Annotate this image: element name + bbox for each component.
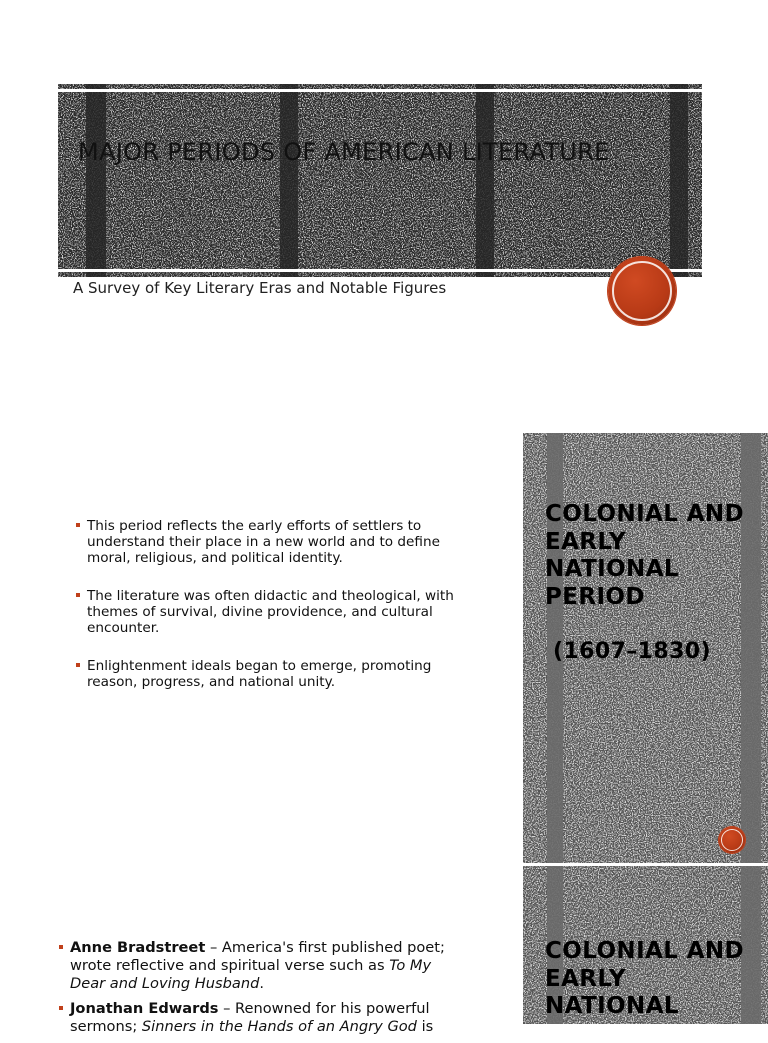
list-item: The literature was often didactic and theological, with themes of survival, divine providence, and cultural encounter.	[76, 588, 466, 636]
banner-bottom-rule	[58, 269, 702, 272]
list-item: This period reflects the early efforts of settlers to understand their place in a new world and to define moral, religious, and political identity.	[76, 518, 466, 566]
slide-subtitle: A Survey of Key Literary Eras and Notable Figures	[73, 279, 447, 297]
banner-top-rule	[58, 89, 702, 92]
notable-figures-slide	[0, 866, 768, 1035]
title-banner	[58, 84, 702, 277]
decorative-orb	[719, 827, 745, 853]
sentence-end: .	[259, 975, 264, 992]
author-name: Jonathan Edwards	[70, 1000, 219, 1017]
work-title: Sinners in the Hands of an Angry God	[141, 1018, 417, 1035]
list-item: Enlightenment ideals began to emerge, promoting reason, progress, and national unity.	[76, 658, 466, 690]
separator: –	[205, 939, 222, 956]
work-title: To My Dear and Loving Husband	[70, 957, 432, 992]
author-description: Renowned for his powerful sermons;	[70, 1000, 430, 1035]
author-description: America's first published poet; wrote reflective and spiritual verse such as	[70, 939, 445, 974]
sentence-end: is	[416, 1018, 434, 1035]
period-heading: COLONIAL AND EARLY NATIONAL	[545, 938, 745, 1019]
colonial-period-slide	[0, 433, 768, 863]
banner-texture	[58, 84, 702, 277]
list-item	[59, 1000, 469, 1036]
decorative-orb	[608, 257, 676, 325]
list-item	[59, 939, 469, 993]
period-heading: COLONIAL AND EARLY NATIONAL PERIOD	[545, 501, 745, 610]
bullet-list	[76, 518, 466, 712]
title-slide	[0, 0, 768, 430]
bullet-list	[59, 939, 469, 1043]
separator: –	[218, 1000, 236, 1017]
author-name: Anne Bradstreet	[70, 939, 206, 956]
slide-title: MAJOR PERIODS OF AMERICAN LITERATURE	[78, 138, 610, 166]
period-dates: (1607–1830)	[553, 639, 711, 664]
